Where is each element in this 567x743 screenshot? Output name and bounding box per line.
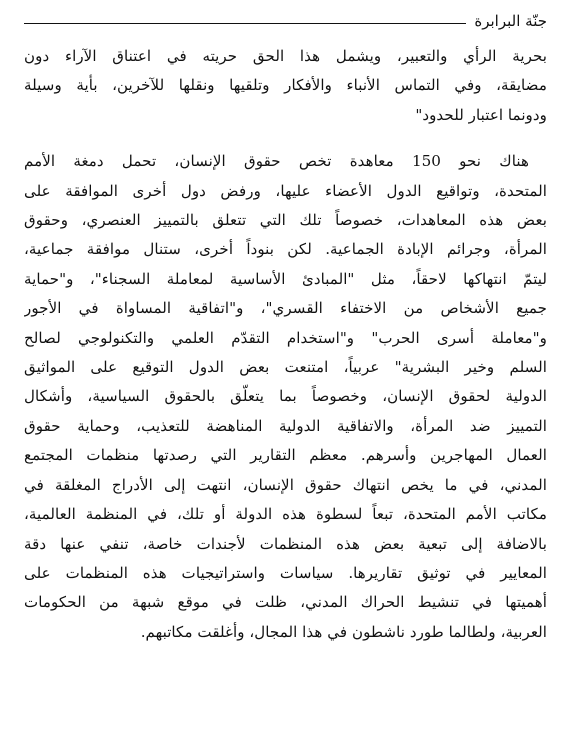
text-line: بالاضافة إلى تبعية بعض هذه المنظمات لأجندات خاصة، تنفي عنها دقة <box>24 534 547 553</box>
text-line: ليتمّ انتهاكها لاحقاً، مثل "المبادئ الأساسية لمعاملة السجناء"، و"حماية <box>24 269 547 288</box>
paragraph-1 <box>24 42 547 130</box>
text-line: الدولية لحقوق الإنسان، وخصوصاً بما يتعلّق بالحقوق السياسية، وأشكال <box>24 387 547 406</box>
text-line: جميع الأشخاص من الاختفاء القسري"، و"اتفاقية المساواة في الأجور <box>24 299 547 318</box>
text-line: بحرية الرأي والتعبير، ويشمل هذا الحق حريته في اعتناق الآراء دون <box>24 47 547 65</box>
text-line: أهميتها في تنشيط الحراك المدني، ظلت في موقع شبهة من الحكومات <box>24 593 547 612</box>
text-line: ودونما اعتبار للحدود" <box>415 105 547 124</box>
text-line: المدني، في ما يخص انتهاك حقوق الإنسان، انتهت إلى الأدراج المغلقة في <box>24 475 547 494</box>
running-header-title: جنّة البرابرة <box>474 12 547 30</box>
header-rule <box>24 23 466 24</box>
text-line: العربية، ولطالما طورد ناشطون في هذا المجال، وأغلقت مكاتبهم. <box>140 622 547 641</box>
body-text <box>24 42 547 647</box>
text-line: العمال المهاجرين وأسرهم. معظم التقارير التي رصدتها منظمات المجتمع <box>24 446 547 465</box>
text-line: المرأة، وجرائم الإبادة الجماعية. لكن بنوداً أخرى، ستنال موافقة جماعية، <box>24 240 547 259</box>
text-line: هناك نحو 150 معاهدة تخص حقوق الإنسان، تحمل دمغة الأمم <box>24 152 529 171</box>
text-line: مكاتب الأمم المتحدة، تبعاً لسطوة هذه الدولة أو تلك، في المنظمة العالمية، <box>24 505 547 524</box>
running-header <box>24 8 547 34</box>
text-line: المتحدة، وتواقيع الدول الأعضاء عليها، ورفض دول أخرى الموافقة على <box>24 181 547 200</box>
text-line: السلم وخير البشرية" عربياً، امتنعت بعض الدول التوقيع على المواثيق <box>24 358 547 377</box>
text-line: مضايقة، وفي التماس الأنباء والأفكار وتلقيها ونقلها للآخرين، بأية وسيلة <box>24 76 547 95</box>
text-line: المعايير في توثيق تقاريرها. سياسات واستراتيجيات هذه المنظمات على <box>24 563 547 582</box>
paragraph-gap <box>24 130 547 147</box>
text-line: بعض هذه المعاهدات، خصوصاً تلك التي تتعلق بالتمييز العنصري، وحقوق <box>24 211 547 230</box>
text-line: التمييز ضد المرأة، والاتفاقية الدولية المناهضة للتعذيب، وحماية حقوق <box>24 416 547 435</box>
text-line: و"معاملة أسرى الحرب" و"استخدام التقدّم العلمي والتكنولوجي لصالح <box>24 328 547 347</box>
paragraph-2 <box>24 147 547 647</box>
